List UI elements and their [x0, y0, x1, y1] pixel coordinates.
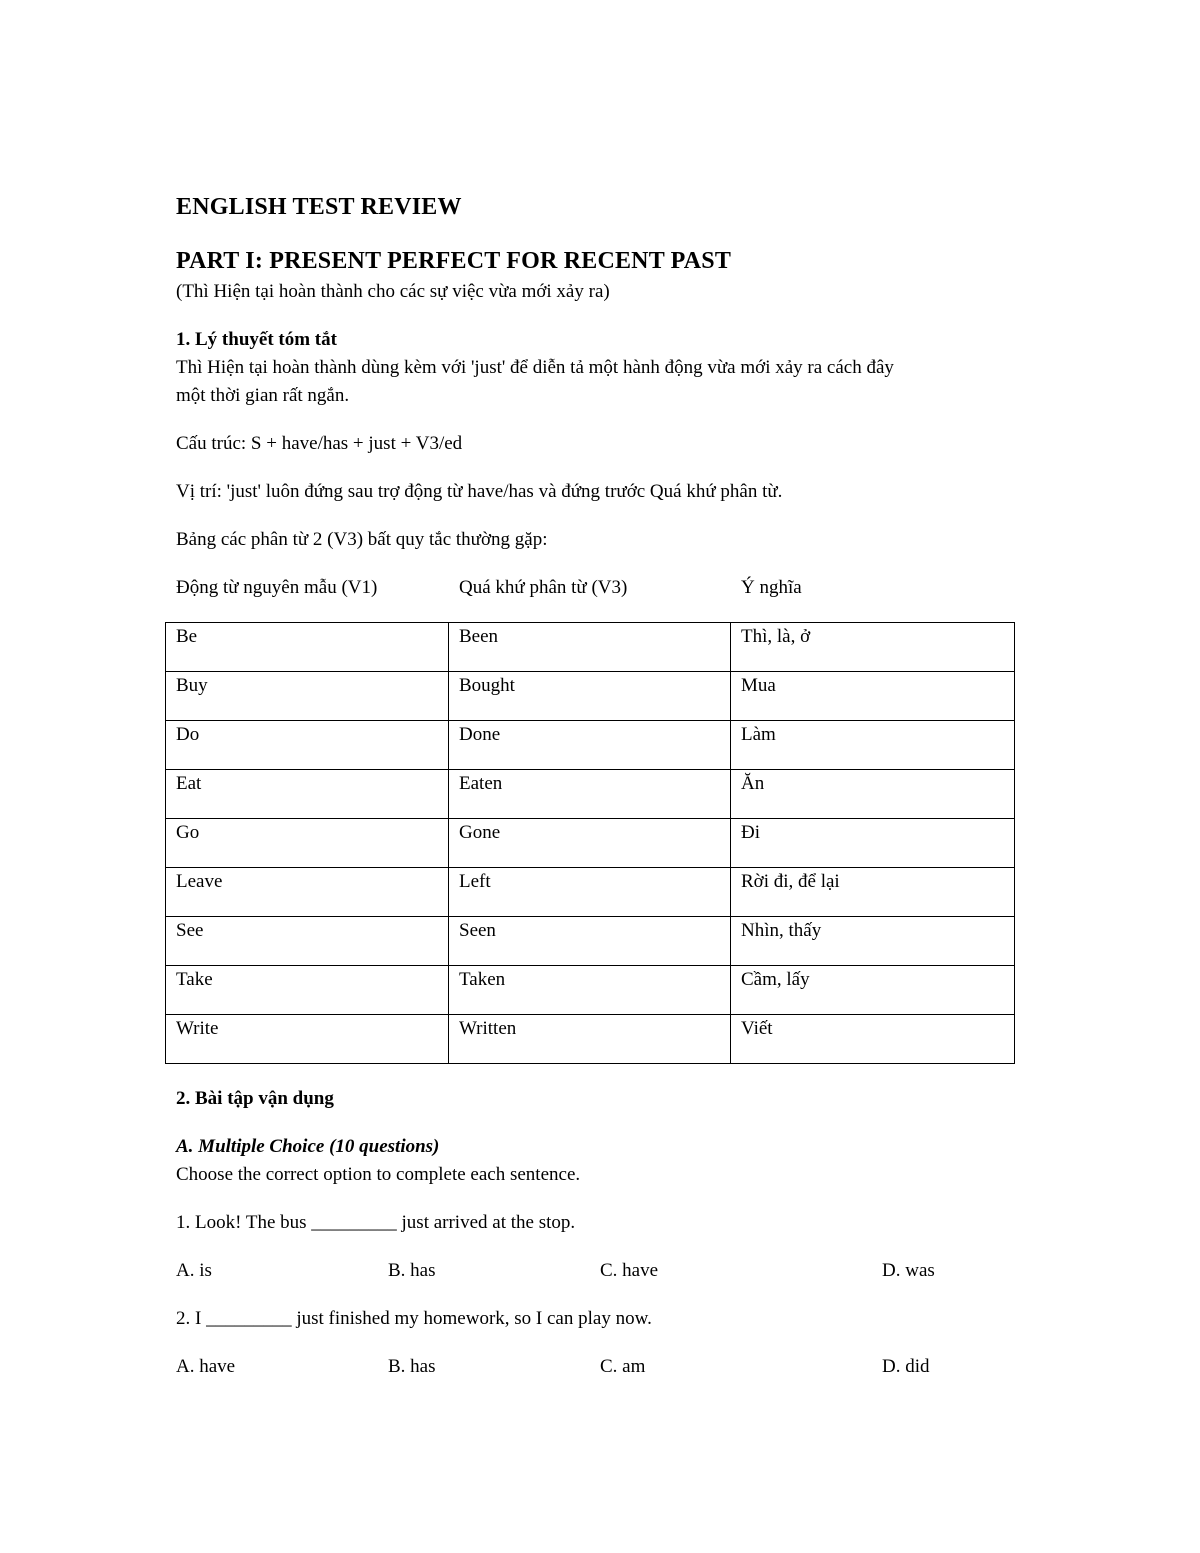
part1-subtitle: (Thì Hiện tại hoàn thành cho các sự việc vừa mới xảy ra): [176, 281, 610, 302]
table-row: [166, 623, 1015, 672]
option-d: D. did: [882, 1356, 930, 1377]
option-b: B. has: [388, 1260, 436, 1281]
cell-v3: Left: [449, 868, 731, 917]
header-meaning: Ý nghĩa: [741, 577, 802, 598]
cell-v3: Written: [449, 1015, 731, 1064]
exercises-heading: 2. Bài tập vận dụng: [176, 1088, 334, 1109]
cell-v3: Seen: [449, 917, 731, 966]
cell-v1: Go: [166, 819, 449, 868]
table-row: [166, 1015, 1015, 1064]
table-row: [166, 966, 1015, 1015]
option-a: A. have: [176, 1356, 236, 1377]
part1-heading: PART I: PRESENT PERFECT FOR RECENT PAST: [176, 248, 732, 274]
cell-v1: Eat: [166, 770, 449, 819]
option-c: C. am: [600, 1356, 646, 1377]
section-a-title: A. Multiple Choice (10 questions): [176, 1136, 440, 1157]
cell-v1: Write: [166, 1015, 449, 1064]
cell-v1: Do: [166, 721, 449, 770]
cell-v3: Done: [449, 721, 731, 770]
cell-meaning: Mua: [731, 672, 1015, 721]
theory-line-1: Thì Hiện tại hoàn thành dùng kèm với 'just' để diễn tả một hành động vừa mới xảy ra cách đây: [176, 357, 894, 378]
position-text: Vị trí: 'just' luôn đứng sau trợ động từ have/has và đứng trước Quá khứ phân từ.: [176, 481, 783, 502]
option-d: D. was: [882, 1260, 935, 1281]
question-1-text: 1. Look! The bus _________ just arrived at the stop.: [176, 1212, 576, 1233]
cell-meaning: Đi: [731, 819, 1015, 868]
option-c: C. have: [600, 1260, 659, 1281]
option-b: B. has: [388, 1356, 436, 1377]
cell-v3: Taken: [449, 966, 731, 1015]
header-v1: Động từ nguyên mẫu (V1): [176, 577, 378, 598]
cell-v3: Bought: [449, 672, 731, 721]
theory-heading: 1. Lý thuyết tóm tắt: [176, 329, 337, 350]
question-2-text: 2. I _________ just finished my homework, so I can play now.: [176, 1308, 652, 1329]
cell-meaning: Cầm, lấy: [731, 966, 1015, 1015]
table-row: [166, 917, 1015, 966]
cell-meaning: Nhìn, thấy: [731, 917, 1015, 966]
table-intro: Bảng các phân từ 2 (V3) bất quy tắc thường gặp:: [176, 529, 548, 550]
table-row: [166, 819, 1015, 868]
theory-line-2: một thời gian rất ngắn.: [176, 385, 350, 406]
table-row: [166, 721, 1015, 770]
structure-text: Cấu trúc: S + have/has + just + V3/ed: [176, 433, 463, 454]
document-title: ENGLISH TEST REVIEW: [176, 194, 462, 220]
cell-meaning: Làm: [731, 721, 1015, 770]
irregular-verbs-table: [165, 622, 1015, 1064]
cell-v3: Been: [449, 623, 731, 672]
header-v3: Quá khứ phân từ (V3): [459, 577, 628, 598]
table-row: [166, 672, 1015, 721]
section-a-instruction: Choose the correct option to complete each sentence.: [176, 1164, 581, 1185]
option-a: A. is: [176, 1260, 212, 1281]
cell-v3: Eaten: [449, 770, 731, 819]
cell-v1: Leave: [166, 868, 449, 917]
table-row: [166, 868, 1015, 917]
cell-meaning: Viết: [731, 1015, 1015, 1064]
cell-meaning: Thì, là, ở: [731, 623, 1015, 672]
cell-v1: See: [166, 917, 449, 966]
cell-v1: Be: [166, 623, 449, 672]
cell-v1: Buy: [166, 672, 449, 721]
cell-v1: Take: [166, 966, 449, 1015]
cell-v3: Gone: [449, 819, 731, 868]
cell-meaning: Rời đi, để lại: [731, 868, 1015, 917]
cell-meaning: Ăn: [731, 770, 1015, 819]
table-row: [166, 770, 1015, 819]
